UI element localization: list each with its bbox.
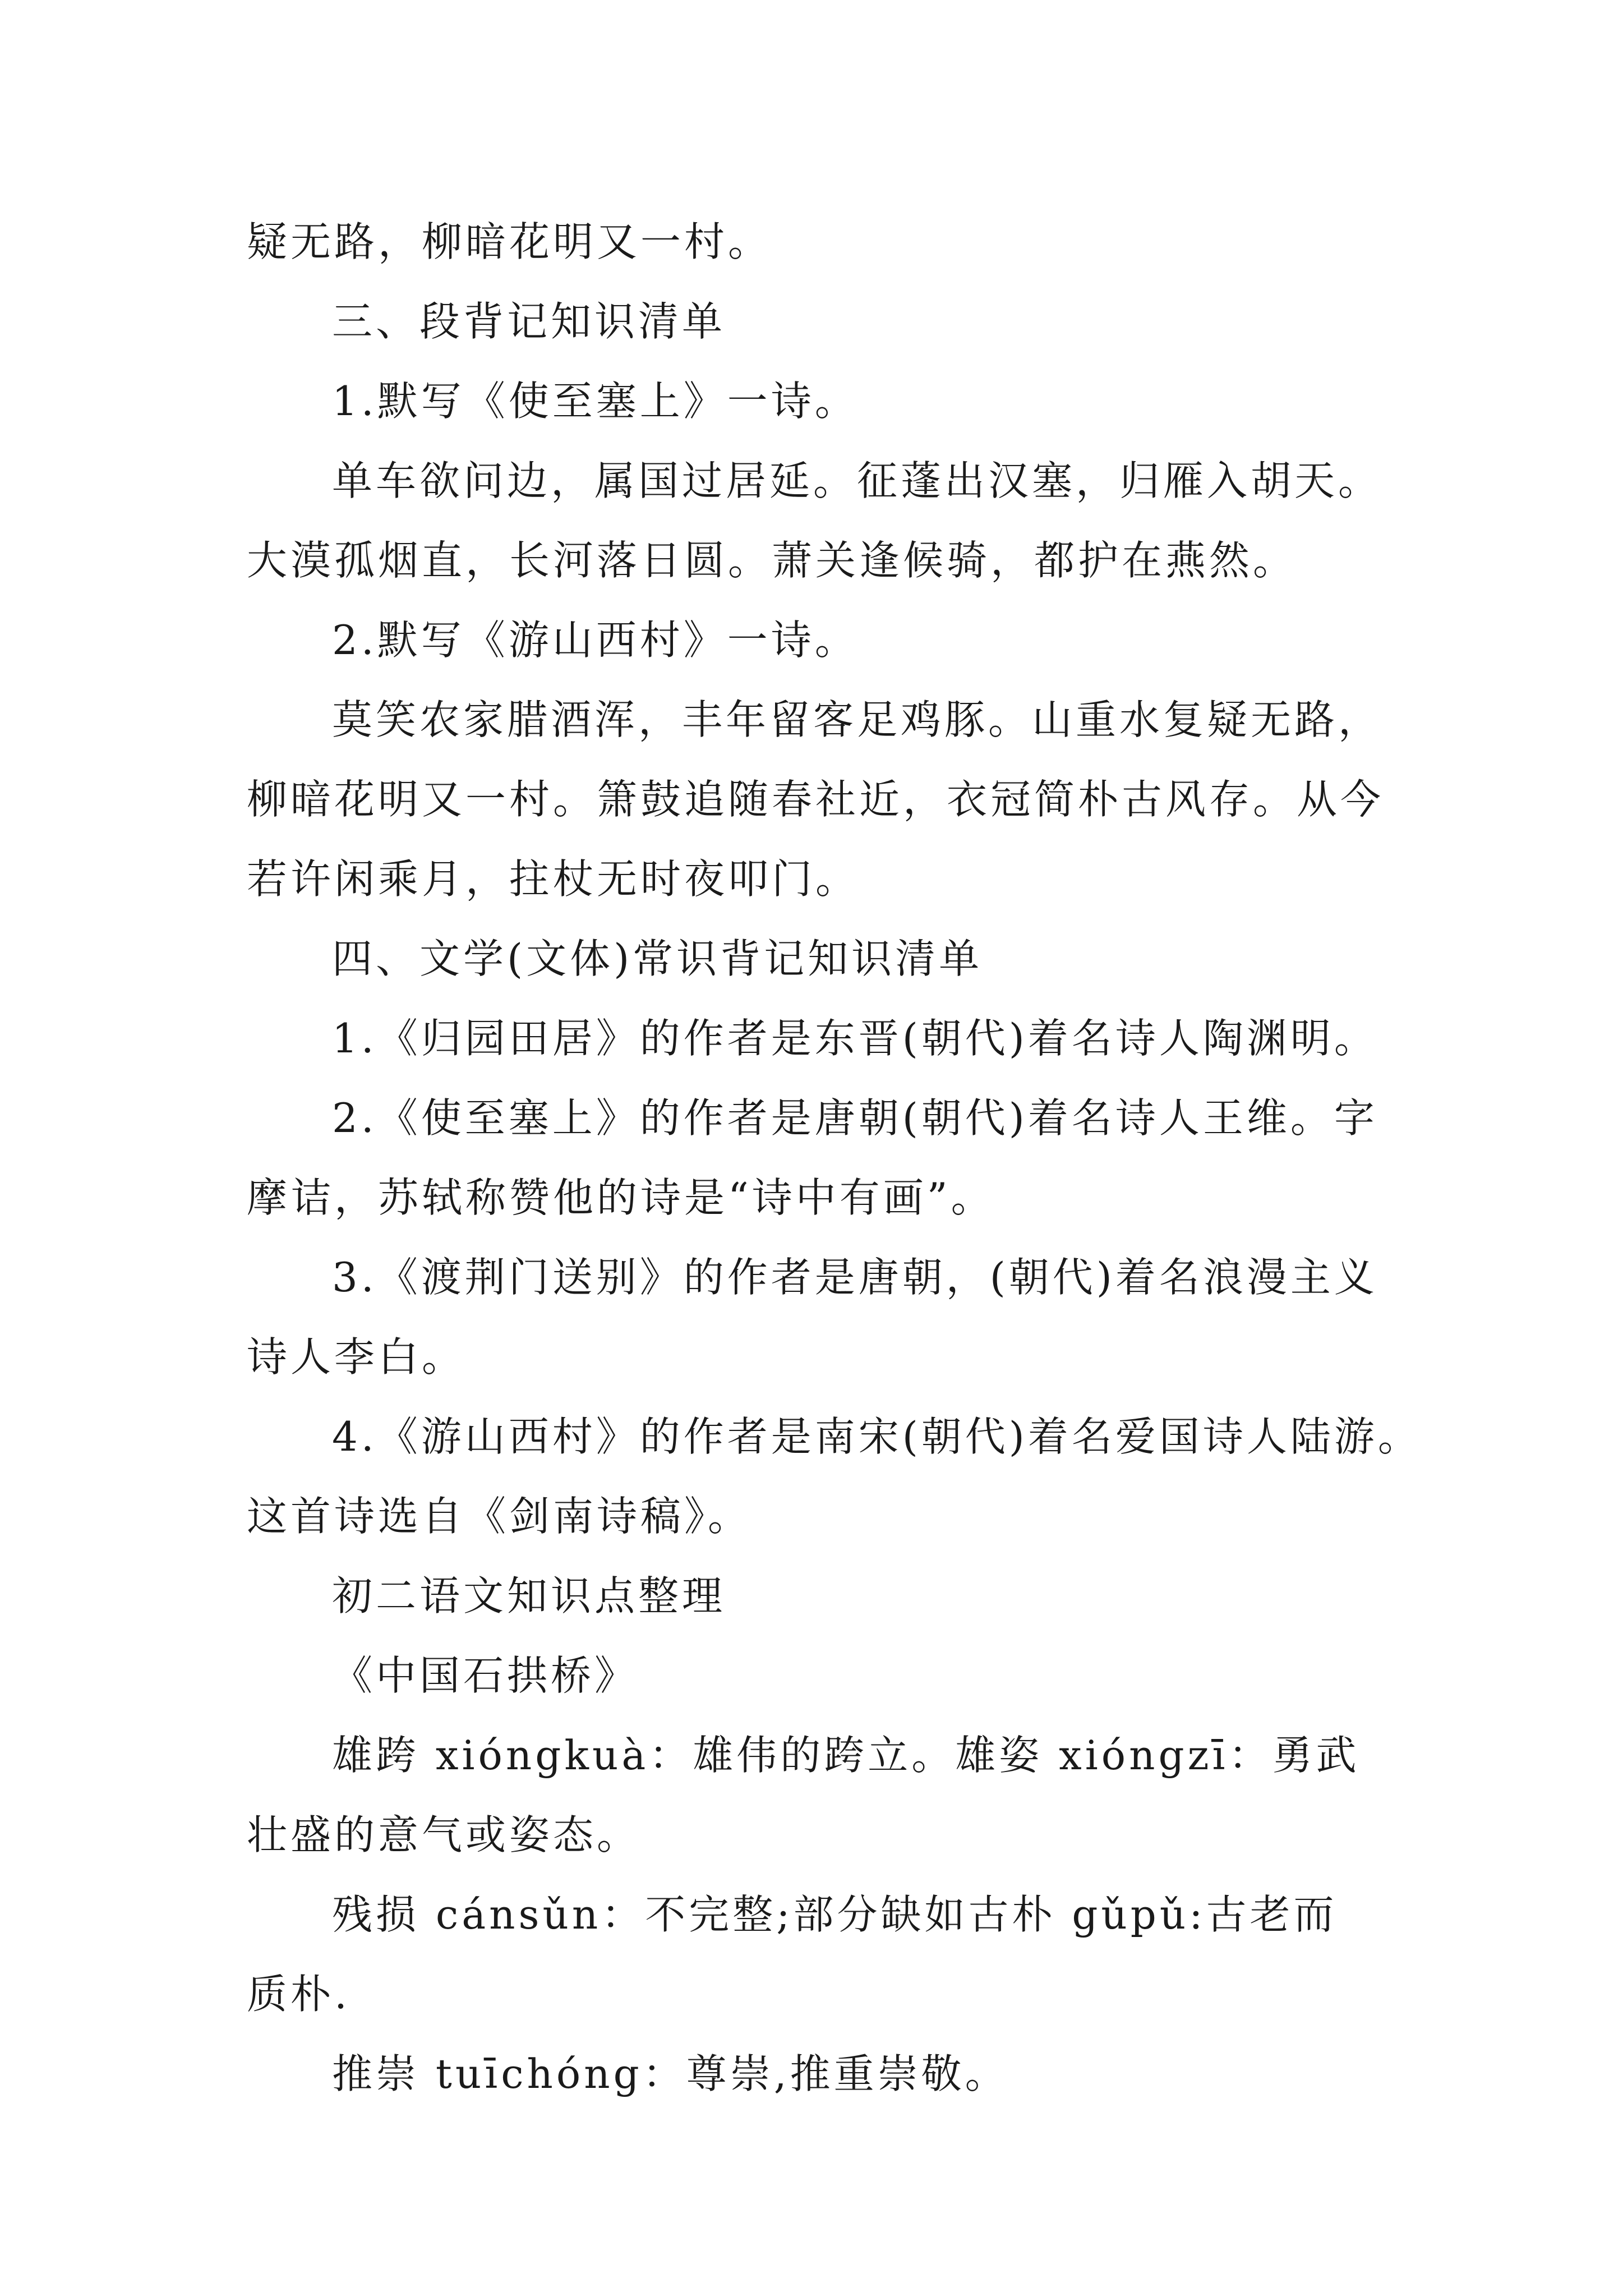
- list-item: 1.《归园田居》的作者是东晋(朝代)着名诗人陶渊明。: [332, 1015, 1378, 1062]
- text-line: 壮盛的意气或姿态。: [247, 1811, 641, 1858]
- section-heading: 四、文学(文体)常识背记知识清单: [332, 935, 983, 982]
- section-heading: 三、段背记知识清单: [332, 298, 726, 345]
- section-heading: 初二语文知识点整理: [332, 1572, 726, 1619]
- vocabulary-item: 雄跨 xióngkuà：雄伟的跨立。雄姿 xióngzī：勇武: [332, 1732, 1360, 1779]
- list-item: 2.默写《游山西村》一诗。: [332, 616, 859, 664]
- document-body: [247, 202, 1422, 2114]
- poem-line: 柳暗花明又一村。箫鼓追随春社近，衣冠简朴古风存。从今: [247, 776, 1385, 823]
- vocabulary-item: 推崇 tuīchóng：尊崇,推重崇敬。: [332, 2050, 1009, 2097]
- list-item: 4.《游山西村》的作者是南宋(朝代)着名爱国诗人陆游。: [332, 1413, 1422, 1460]
- list-item: 3.《渡荆门送别》的作者是唐朝，(朝代)着名浪漫主义: [332, 1254, 1378, 1301]
- vocabulary-item: 残损 cánsǔn：不完整;部分缺如古朴 gǔpǔ:古老而: [332, 1891, 1338, 1938]
- list-item: 1.默写《使至塞上》一诗。: [332, 378, 859, 425]
- lesson-title: 《中国石拱桥》: [332, 1652, 639, 1699]
- poem-line: 大漠孤烟直，长河落日圆。萧关逢候骑，都护在燕然。: [247, 537, 1297, 584]
- list-item: 2.《使至塞上》的作者是唐朝(朝代)着名诗人王维。字: [332, 1094, 1378, 1142]
- text-line: 诗人李白。: [247, 1333, 466, 1381]
- poem-line: 若许闲乘月，拄杖无时夜叩门。: [247, 855, 860, 903]
- text-line: 这首诗选自《剑南诗稿》。: [247, 1493, 752, 1540]
- poem-line: 单车欲问边，属国过居延。征蓬出汉塞，归雁入胡天。: [332, 457, 1382, 504]
- text-line: 质朴.: [247, 1971, 351, 2018]
- poem-line: 莫笑农家腊酒浑，丰年留客足鸡豚。山重水复疑无路，: [332, 696, 1382, 743]
- text-line: 摩诘，苏轼称赞他的诗是“诗中有画”。: [247, 1174, 995, 1221]
- text-line: 疑无路，柳暗花明又一村。: [247, 218, 772, 265]
